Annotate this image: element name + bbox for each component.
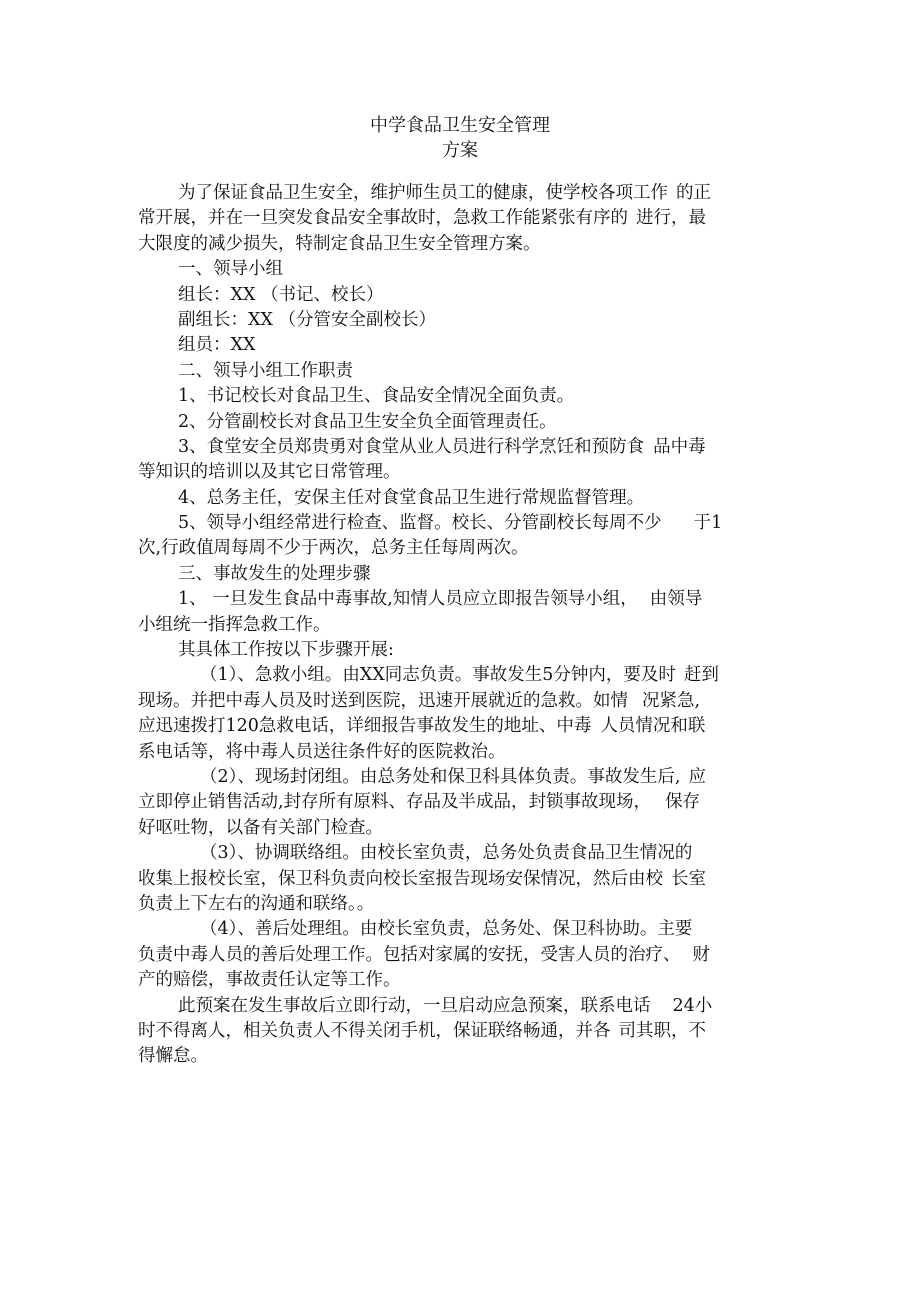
- intro-line: 为了保证食品卫生安全，维护师生员工的健康，使学校各项工作 的正: [178, 183, 711, 203]
- closing-line: 得懈怠。: [138, 1046, 208, 1067]
- duty-item-cont: 次,行政值周每周不少于两次，总务主任每周两次。: [138, 538, 529, 559]
- group-item-cont: 收集上报校长室，保卫科负责向校长室报告现场安保情况，然后由校 长室: [138, 868, 706, 889]
- section-heading: 三、事故发生的处理步骤: [178, 563, 371, 584]
- closing-line: 时不得离人，相关负责人不得关闭手机，保证联络畅通，并各 司其职，不: [138, 1020, 706, 1041]
- group-item-cont: 系电话等，将中毒人员送往条件好的医院救治。: [138, 741, 506, 762]
- group-item: （4）、善后处理组。由校长室负责，总务处、保卫科协助。主要: [200, 919, 693, 940]
- duty-item: 2、分管副校长对食品卫生安全负全面管理责任。: [178, 411, 557, 432]
- document-title: 中学食品卫生安全管理: [370, 115, 550, 136]
- intro-line: 常开展，并在一旦突发食品安全事故时，急救工作能紧张有序的 进行，最: [138, 208, 706, 229]
- intro-line: 大限度的减少损失，特制定食品卫生安全管理方案。: [138, 233, 541, 254]
- members-line: 组员：XX: [178, 335, 256, 356]
- group-item-cont: 现场。并把中毒人员及时送到医院，迅速开展就近的急救。如情 况紧急,: [138, 690, 701, 711]
- group-item: （2）、现场封闭组。由总务处和保卫科具体负责。事故发生后, 应: [200, 766, 706, 787]
- leader-line: 组长：XX （书记、校长）: [178, 284, 384, 305]
- closing-line: 此预案在发生事故后立即行动，一旦启动应急预案，联系电话 24小: [178, 995, 713, 1016]
- step-item-cont: 小组统一指挥急救工作。: [138, 614, 331, 635]
- duty-item-cont: 等知识的培训以及其它日常管理。: [138, 462, 401, 483]
- group-item: （1）、急救小组。由XX同志负责。事故发生5分钟内，要及时 赶到: [200, 665, 719, 686]
- group-item-cont: 好呕吐物，以备有关部门检查。: [138, 817, 383, 838]
- group-item-cont: 应迅速拨打120急救电话，详细报告事故发生的地址、中毒 人员情况和联: [138, 716, 706, 737]
- group-item-cont: 立即停止销售活动,封存所有原料、存品及半成品，封锁事故现场， 保存: [138, 792, 701, 813]
- group-item: （3）、协调联络组。由校长室负责，总务处负责食品卫生情况的: [200, 843, 693, 864]
- duty-item: 1、书记校长对食品卫生、食品安全情况全面负责。: [178, 386, 575, 407]
- deputy-leader-line: 副组长：XX （分管安全副校长）: [178, 309, 436, 330]
- group-item-cont: 产的赔偿，事故责任认定等工作。: [138, 970, 401, 991]
- step-item: 1、 一旦发生食品中毒事故,知情人员应立即报告领导小组， 由领导: [178, 589, 703, 610]
- duty-item: 4、总务主任，安保主任对食堂食品卫生进行常规监督管理。: [178, 487, 645, 508]
- section-heading: 一、领导小组: [178, 259, 283, 280]
- group-item-cont: 负责中毒人员的善后处理工作。包括对家属的安抚，受害人员的治疗、 财: [138, 944, 710, 965]
- duty-item: 5、领导小组经常进行检查、监督。校长、分管副校长每周不少 于1: [178, 513, 723, 534]
- group-item-cont: 负责上下左右的沟通和联络。。: [138, 893, 375, 914]
- section-heading: 二、领导小组工作职责: [178, 360, 353, 381]
- steps-intro: 其具体工作按以下步骤开展:: [178, 640, 394, 661]
- duty-item: 3、食堂安全员郑贵勇对食堂从业人员进行科学烹饪和预防食 品中毒: [178, 436, 706, 457]
- document-subtitle: 方案: [442, 140, 478, 161]
- document-body: [138, 181, 783, 1070]
